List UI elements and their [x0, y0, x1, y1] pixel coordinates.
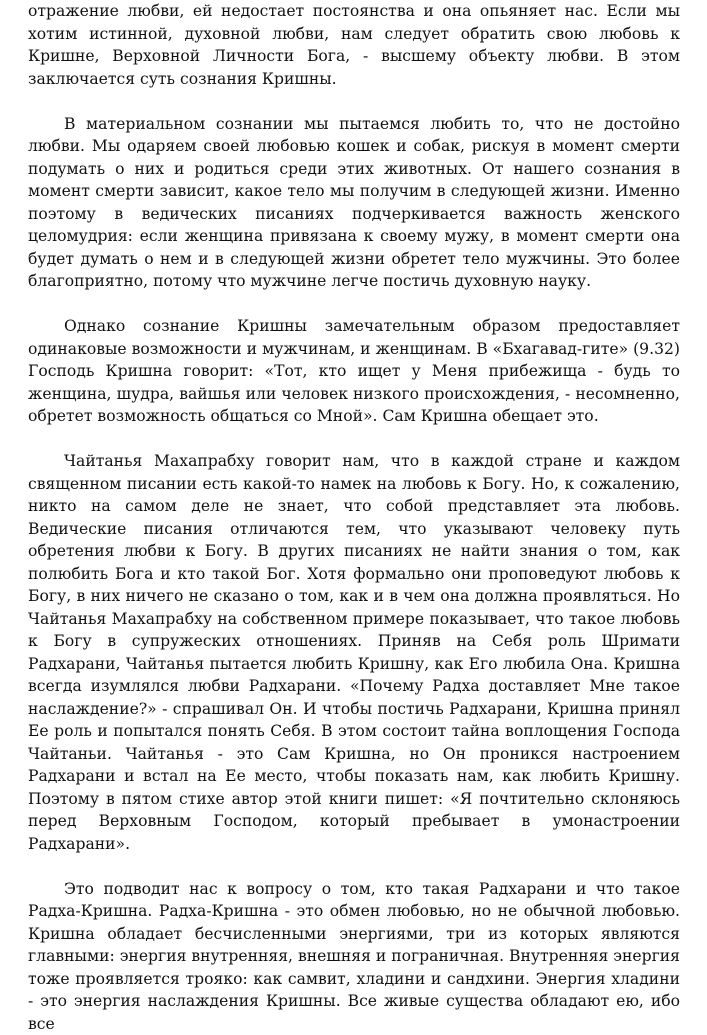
paragraph-gap [28, 293, 680, 316]
paragraph-1: отражение любви, ей недостает постоянства и она опьяняет нас. Если мы хотим истинной, духовной любви, нам следует обратить свою любовь к Кришне, Верховной Личности Бога, - высшему объекту любви. В этом заключается суть сознания Кришны. [28, 2, 680, 88]
paragraph-3: Однако сознание Кришны замечательным образом предоставляет одинаковые возможности и мужчинам, и женщинам. В «Бхагавад-гите» (9.32) Господь Кришна говорит: «Тот, кто ищет у Меня прибежища - будь то женщина, шудра, вайшья или человек низкого происхождения, - несомненно, обретет возможность общаться со Мной». Сам Кришна обещает это. [28, 317, 680, 426]
paragraph-gap [28, 855, 680, 878]
document-page [28, 0, 680, 1035]
paragraph-2: В материальном сознании мы пытаемся любить то, что не достойно любви. Мы одаряем своей любовью кошек и собак, рискуя в момент смерти подумать о них и родиться среди этих животных. От нашего сознания в момент смерти зависит, какое тело мы получим в следующей жизни. Именно поэтому в ведических писаниях подчеркивается важность женского целомудрия: если женщина привязана к своему мужу, в момент смерти она будет думать о нем и в следующей жизни обретет тело мужчины. Это более благоприятно, потому что мужчине легче постичь духовную науку. [28, 114, 680, 291]
paragraph-gap [28, 90, 680, 113]
paragraph-5: Это подводит нас к вопросу о том, кто такая Радхарани и что такое Радха-Кришна. Радха-Кришна - это обмен любовью, но не обычной любовью. Кришна обладает бесчисленными энергиями, три из которых являются главными: энергия внутренняя, внешняя и пограничная. Внутренняя энергия тоже проявляется трояко: как самвит, хладини и сандхини. Энергия хладини - это энергия наслаждения Кришны. Все живые существа обладают ею, ибо все [28, 879, 681, 1033]
paragraph-4: Чайтанья Махапрабху говорит нам, что в каждой стране и каждом священном писании есть какой-то намек на любовь к Богу. Но, к сожалению, никто на самом деле не знает, что собой представляет эта любовь. Ведические писания отличаются тем, что указывают человеку путь обретения любви к Богу. В других писаниях не найти знания о том, как полюбить Бога и кто такой Бог. Хотя формально они проповедуют любовь к Богу, в них ничего не сказано о том, как и в чем она должна проявляться. Но Чайтанья Махапрабху на собственном примере показывает, что такое любовь к Богу в супружеских отношениях. Приняв на Себя роль Шримати Радхарани, Чайтанья пытается любить Кришну, как Его любила Она. Кришна всегда изумлялся любви Радхарани. «Почему Радха доставляет Мне такое наслаждение?» - спрашивал Он. И чтобы постичь Радхарани, Кришна принял Ее роль и попытался понять Себя. В этом состоит тайна воплощения Господа Чайтаньи. Чайтанья - это Сам Кришна, но Он проникся настроением Радхарани и встал на Ее место, чтобы показать нам, как любить Кришну. Поэтому в пятом стихе автор этой книги пишет: «Я почтительно склоняюсь перед Верховным Господом, который пребывает в умонастроении Радхарани». [28, 452, 680, 853]
paragraph-gap [28, 428, 680, 451]
